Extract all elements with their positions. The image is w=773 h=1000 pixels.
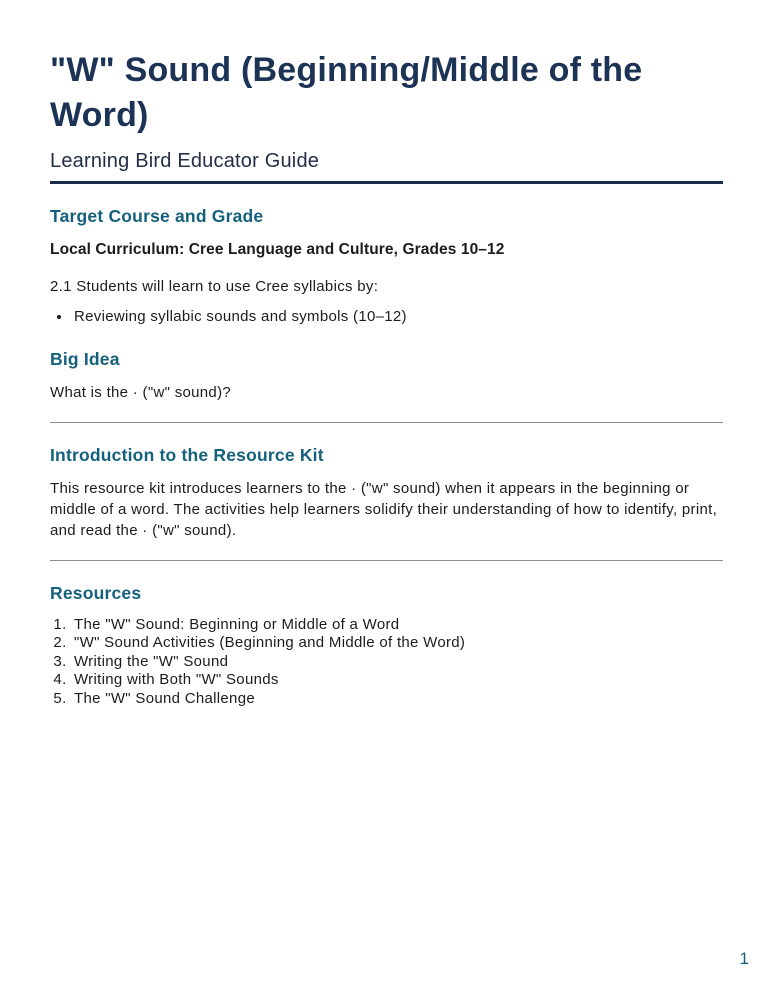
section-heading-resources: Resources bbox=[50, 582, 142, 603]
section-heading-introduction: Introduction to the Resource Kit bbox=[50, 444, 324, 465]
section-heading-big-idea: Big Idea bbox=[50, 348, 120, 369]
objective-line: 2.1 Students will learn to use Cree syllabics by: bbox=[50, 277, 379, 295]
section-divider bbox=[50, 560, 723, 561]
resources-list bbox=[50, 616, 723, 709]
resource-item: 2. "W" Sound Activities (Beginning and Middle of the Word) bbox=[71, 634, 723, 653]
page-subtitle: Learning Bird Educator Guide bbox=[50, 149, 320, 172]
resource-item: 3. Writing the "W" Sound bbox=[71, 653, 723, 672]
resource-item: 4. Writing with Both "W" Sounds bbox=[71, 671, 723, 690]
section-divider bbox=[50, 422, 723, 423]
header-rule bbox=[50, 181, 723, 184]
bullet-item: • Reviewing syllabic sounds and symbols (10–12) bbox=[72, 306, 723, 327]
resource-item: 1. The "W" Sound: Beginning or Middle of a Word bbox=[71, 616, 723, 635]
page-number: 1 bbox=[739, 949, 749, 968]
section-heading-target-course-and-grade: Target Course and Grade bbox=[50, 205, 264, 226]
resource-item: 5. The "W" Sound Challenge bbox=[71, 690, 723, 709]
big-idea-question: What is the · ("w" sound)? bbox=[50, 383, 232, 401]
introduction-paragraph: This resource kit introduces learners to the · ("w" sound) when it appears in the beginning or middle of a word. The activities help learners solidify their understanding of how to identify, print, and read the · ("w" sound). bbox=[50, 479, 718, 539]
page-title: "W" Sound (Beginning/Middle of the Word) bbox=[50, 51, 643, 134]
objective-bullet-list bbox=[50, 306, 723, 327]
curriculum-line: Local Curriculum: Cree Language and Culture, Grades 10–12 bbox=[50, 240, 505, 258]
